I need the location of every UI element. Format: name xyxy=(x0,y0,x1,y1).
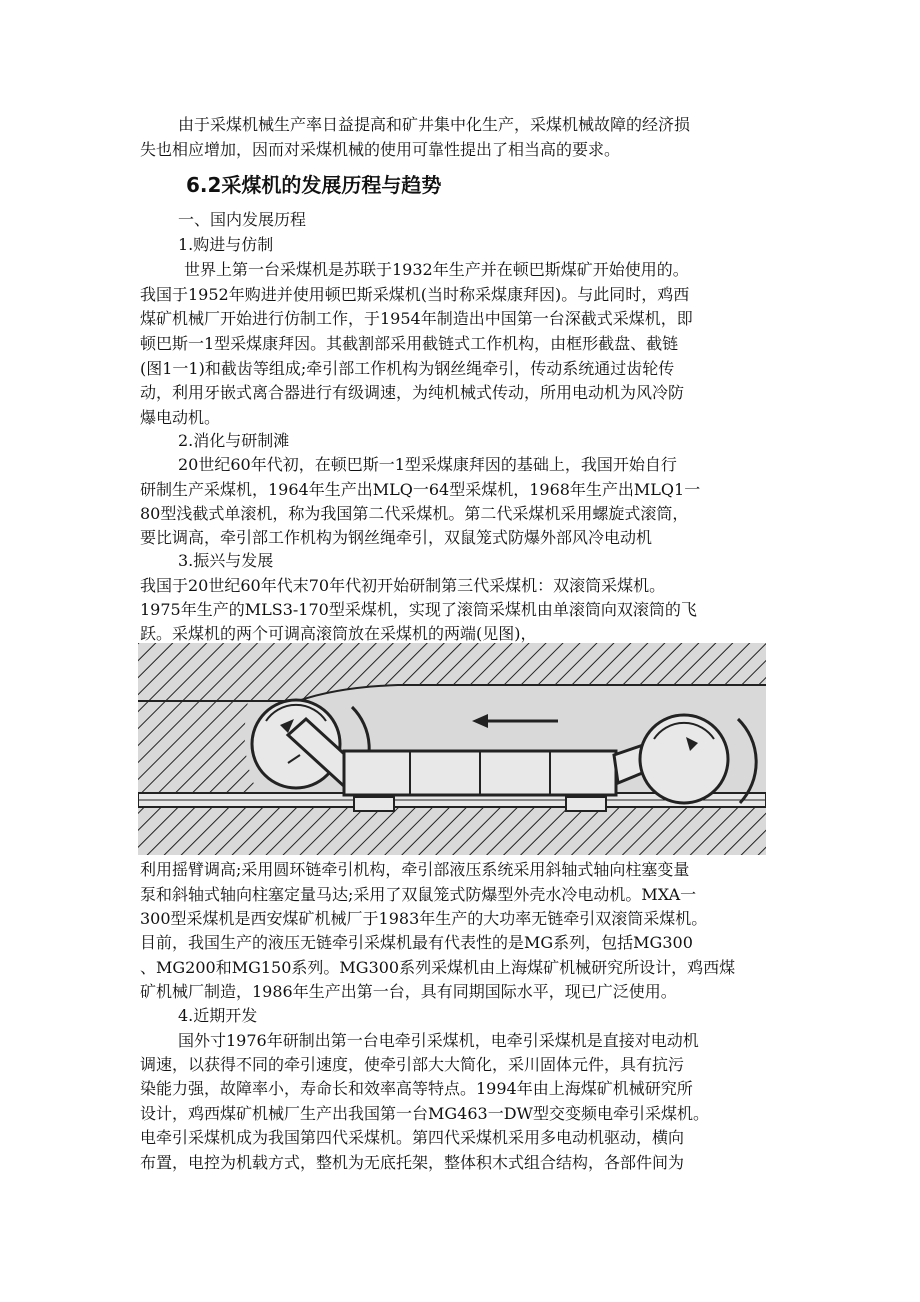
paragraph-line: 目前，我国生产的液压无链牵引采煤机最有代表性的是MG系列，包括MG300 xyxy=(140,933,693,952)
paragraph-line: 我国于20世纪60年代末70年代初开始研制第三代采煤机：双滚筒采煤机。 xyxy=(140,576,666,595)
subsection-title: 一、国内发展历程 xyxy=(178,210,307,229)
paragraph-line: 爆电动机。 xyxy=(140,408,221,427)
item-title: 4.近期开发 xyxy=(178,1006,258,1025)
paragraph-line: 利用摇臂调高;采用圆环链牵引机构，牵引部液压系统采用斜轴式轴向柱塞变量 xyxy=(140,860,690,879)
right-drum xyxy=(640,715,728,803)
paragraph-line: 电牵引采煤机成为我国第四代采煤机。第四代采煤机采用多电动机驱动，横向 xyxy=(140,1128,685,1147)
paragraph-line: 跃。采煤机的两个可调高滚筒放在采煤机的两端(见图)， xyxy=(140,624,537,643)
paragraph-line: 要比调高，牵引部工作机构为钢丝绳牵引，双鼠笼式防爆外部风冷电动机 xyxy=(140,528,653,547)
shearer-diagram xyxy=(138,643,766,855)
paragraph-line: 研制生产采煤机，1964年生产出MLQ一64型采煤机，1968年生产出MLQ1一 xyxy=(140,480,701,499)
intro-line: 失也相应增加，因而对采煤机械的使用可靠性提出了相当高的要求。 xyxy=(140,140,621,159)
right-skid xyxy=(566,797,606,811)
shearer-diagram-svg xyxy=(138,643,766,855)
coal-face xyxy=(138,701,258,793)
paragraph-line: 我国于1952年购进并使用顿巴斯采煤机(当时称采煤康拜因)。与此同时，鸡西 xyxy=(140,285,690,304)
paragraph-line: 300型采煤机是西安煤矿机械厂于1983年生产的大功率无链牵引双滚筒采煤机。 xyxy=(140,909,708,928)
section-title: 6.2采煤机的发展历程与趋势 xyxy=(186,173,442,197)
paragraph-line: 国外寸1976年研制出第一台电牵引采煤机，电牵引采煤机是直接对电动机 xyxy=(178,1031,699,1050)
paragraph-line: 设计，鸡西煤矿机械厂生产出我国第一台MG463一DW型交变频电牵引采煤机。 xyxy=(140,1104,709,1123)
paragraph-line: 1975年生产的MLS3-170型采煤机，实现了滚筒采煤机由单滚筒向双滚筒的飞 xyxy=(140,600,697,619)
item-title: 2.消化与研制滩 xyxy=(178,431,290,450)
item-title: 1.购进与仿制 xyxy=(178,235,274,254)
paragraph-line: 80型浅截式单滚机，称为我国第二代采煤机。第二代采煤机采用螺旋式滚筒， xyxy=(140,504,689,523)
intro-line: 由于采煤机械生产率日益提高和矿井集中化生产，采煤机械故障的经济损 xyxy=(178,115,691,134)
paragraph-line: (图1一1)和截齿等组成;牵引部工作机构为钢丝绳牵引，传动系统通过齿轮传 xyxy=(140,359,675,378)
item-title: 3.振兴与发展 xyxy=(178,551,274,570)
paragraph-line: 煤矿机械厂开始进行仿制工作，于1954年制造出中国第一台深截式采煤机，即 xyxy=(140,309,693,328)
paragraph-line: 、MG200和MG150系列。MG300系列采煤机由上海煤矿机械研究所设计，鸡西煤 xyxy=(140,958,736,977)
paragraph-line: 矿机械厂制造，1986年生产出第一台，具有同期国际水平，现已广泛使用。 xyxy=(140,982,677,1001)
paragraph-line: 调速，以获得不同的牵引速度，使牵引部大大简化，采川固体元件，具有抗污 xyxy=(140,1055,685,1074)
paragraph-line: 世界上第一台采煤机是苏联于1932年生产并在顿巴斯煤矿开始使用的。 xyxy=(184,260,689,279)
paragraph-line: 染能力强，故障率小，寿命长和效率高等特点。1994年由上海煤矿机械研究所 xyxy=(140,1079,693,1098)
left-skid xyxy=(354,797,394,811)
paragraph-line: 20世纪60年代初，在顿巴斯一1型采煤康拜因的基础上，我国开始自行 xyxy=(178,455,677,474)
paragraph-line: 顿巴斯一1型采煤康拜因。其截割部采用截链式工作机构，由框形截盘、截链 xyxy=(140,334,679,353)
paragraph-line: 布置，电控为机载方式，整机为无底托架，整体积木式组合结构，各部件间为 xyxy=(140,1153,685,1172)
paragraph-line: 泵和斜轴式轴向柱塞定量马达;采用了双鼠笼式防爆型外壳水冷电动机。MXA一 xyxy=(140,885,697,904)
paragraph-line: 动，利用牙嵌式离合器进行有级调速，为纯机械式传动，所用电动机为风冷防 xyxy=(140,383,685,402)
